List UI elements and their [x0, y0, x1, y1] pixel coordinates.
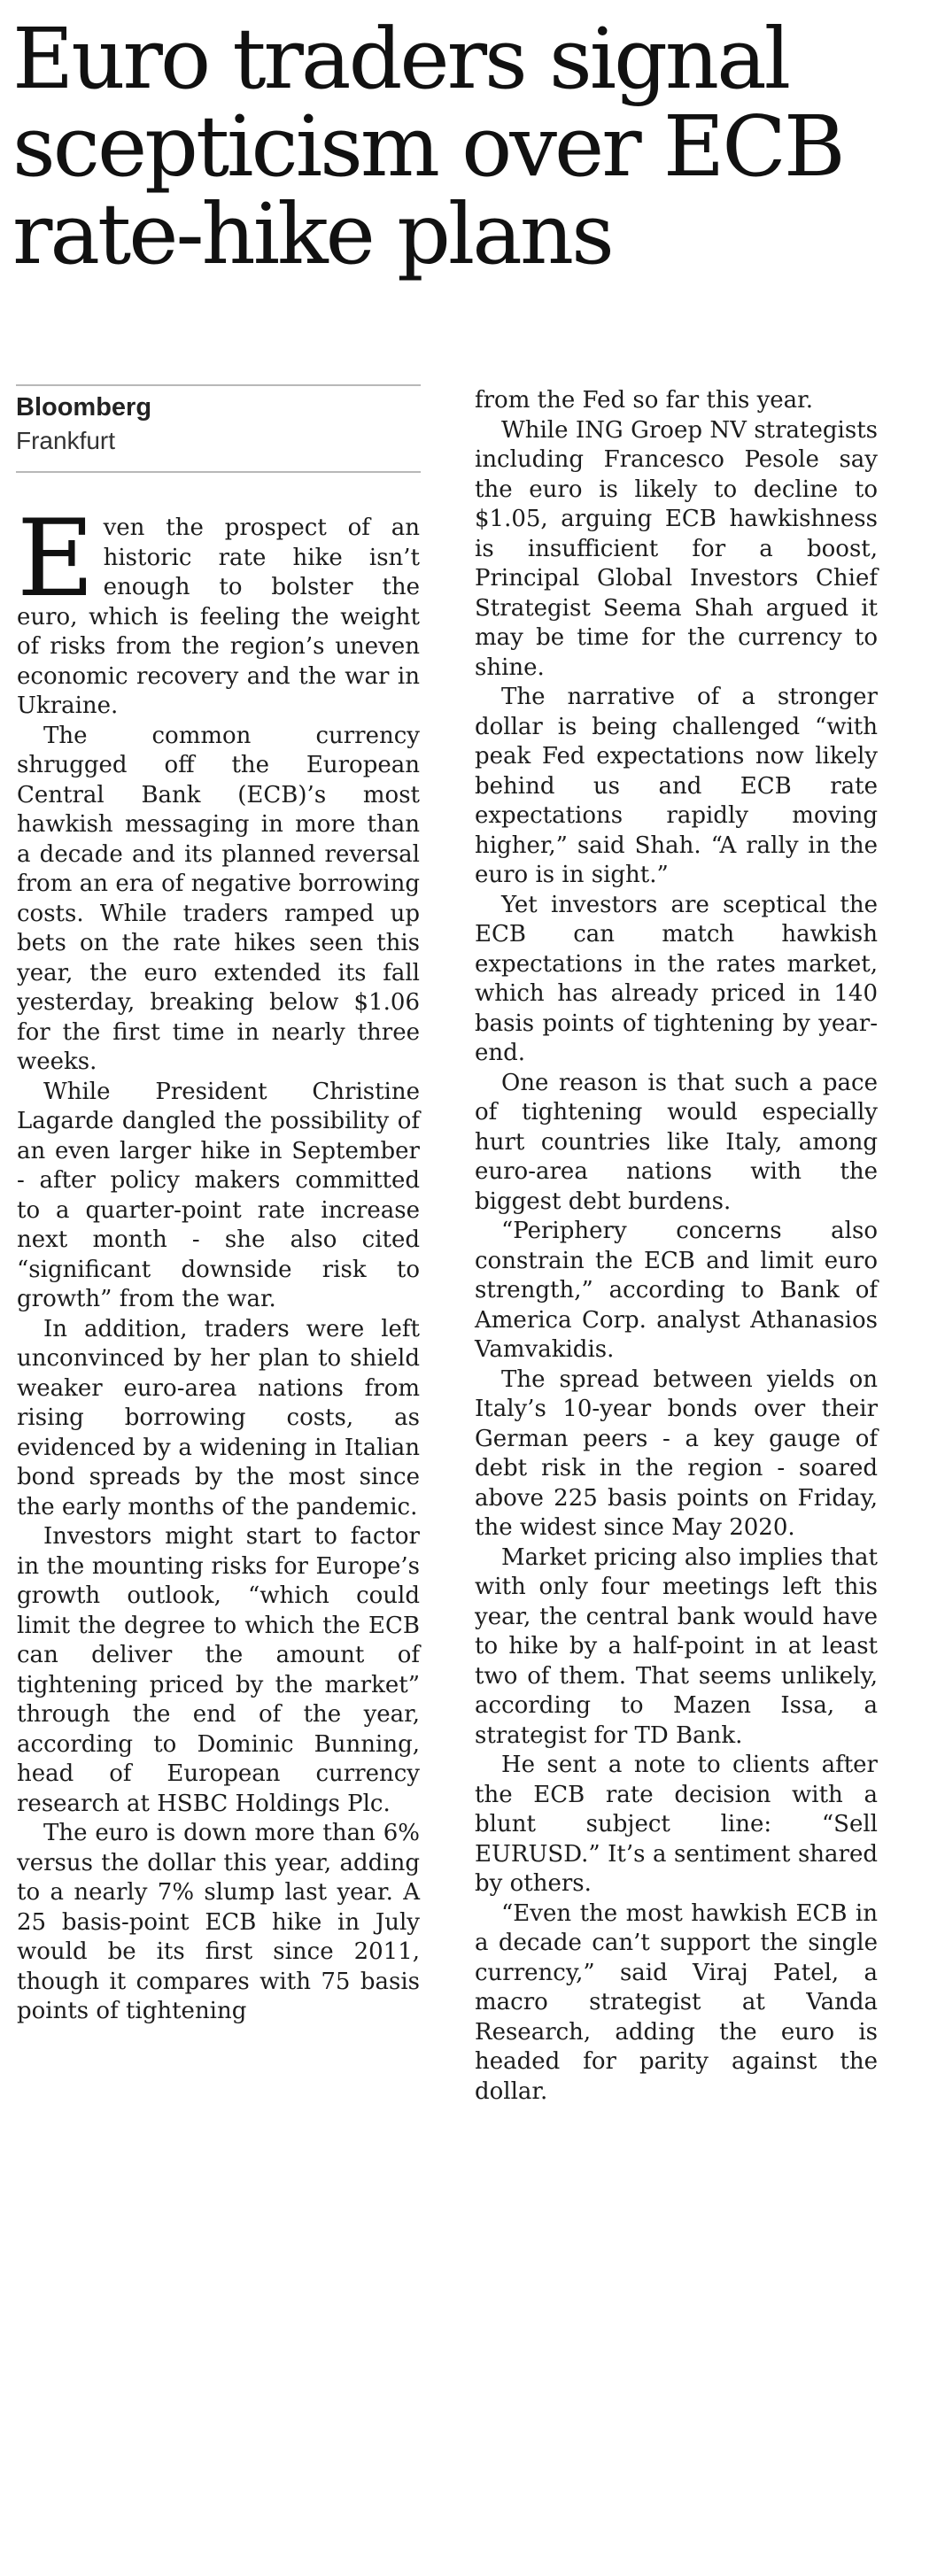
byline-source: Bloomberg — [16, 393, 152, 422]
paragraph: He sent a note to clients after the ECB rate decision with a blunt subject line: “Sell EURUSD.” It’s a sentiment shared by others. — [475, 1752, 878, 1897]
byline-top-rule — [16, 384, 421, 386]
paragraph: While President Christine Lagarde dangled the possibility of an even larger hike in September - after policy makers committed to a quarter-point rate increase next month - she also cited “significant downside risk to growth” from the war. — [17, 1078, 420, 1312]
paragraph: Investors might start to factor in the mounting risks for Europe’s growth outlook, “which could limit the degree to which the ECB can deliver the amount of tightening priced by the market” through the end of the year, according to Dominic Bunning, head of European currency research at HSBC Holdings Plc. — [17, 1523, 420, 1817]
article-column-2 — [475, 386, 878, 2107]
paragraph: The spread between yields on Italy’s 10-year bonds over their German peers - a key gauge of debt risk in the region - soared above 225 basis points on Friday, the widest since May 2020. — [475, 1365, 878, 1541]
lead-paragraph — [17, 498, 420, 722]
byline-location: Frankfurt — [16, 427, 116, 454]
paragraph: One reason is that such a pace of tightening would especially hurt countries like Italy, among euro-area nations with the biggest debt burdens. — [475, 1069, 878, 1215]
paragraph: “Periphery concerns also constrain the ECB and limit euro strength,” according to Bank of America Corp. analyst Athanasios Vamvakidis. — [475, 1218, 878, 1363]
paragraph: While ING Groep NV strategists including Francesco Pesole say the euro is likely to decline to $1.05, arguing ECB hawkishness is insufficient for a boost, Principal Global Investors Chief Strategist Seema Shah argued it may be time for the currency to shine. — [475, 416, 878, 681]
lead-text: ven the prospect of an historic rate hike isn’t enough to bolster the euro, which is feeling the weight of risks from the region’s uneven economic recovery and the war in Ukraine. — [17, 514, 420, 719]
paragraph: Yet investors are sceptical the ECB can match hawkish expectations in the rates market, which has already priced in 140 basis points of tightening by year-end. — [475, 891, 878, 1066]
paragraph: The euro is down more than 6% versus the dollar this year, adding to a nearly 7% slump last year. A 25 basis-point ECB hike in July would be its first since 2011, though it compares with 75 basis points of tightening — [17, 1820, 420, 2024]
paragraph: The common currency shrugged off the European Central Bank (ECB)’s most hawkish messaging in more than a decade and its planned reversal from an era of negative borrowing costs. While traders ramped up bets on the rate hikes seen this year, the euro extended its fall yesterday, breaking below $1.06 for the first time in nearly three weeks. — [17, 722, 420, 1075]
paragraph: The narrative of a stronger dollar is being challenged “with peak Fed expectations now likely behind us and ECB rate expectations rapidly moving higher,” said Shah. “A rally in the euro is in sight.” — [475, 684, 878, 888]
headline: Euro traders signal scepticism over ECB rate-hike plans — [12, 11, 843, 283]
article-column-1 — [17, 498, 420, 2027]
paragraph: Market pricing also implies that with only four meetings left this year, the central bank would have to hike by a half-point in at least two of them. That seems unlikely, according to Mazen Issa, a strategist for TD Bank. — [475, 1543, 878, 1749]
continued-paragraph: from the Fed so far this year. — [475, 387, 813, 414]
paragraph: In addition, traders were left unconvinced by her plan to shield weaker euro-area nations from rising borrowing costs, as evidenced by a widening in Italian bond spreads by the most since the early months of the pandemic. — [17, 1315, 420, 1520]
drop-cap: E — [17, 498, 95, 621]
paragraph: “Even the most hawkish ECB in a decade can’t support the single currency,” said Viraj Patel, a macro strategist at Vanda Research, adding the euro is headed for parity against the dollar. — [475, 1899, 878, 2105]
byline-bottom-rule — [16, 471, 421, 473]
